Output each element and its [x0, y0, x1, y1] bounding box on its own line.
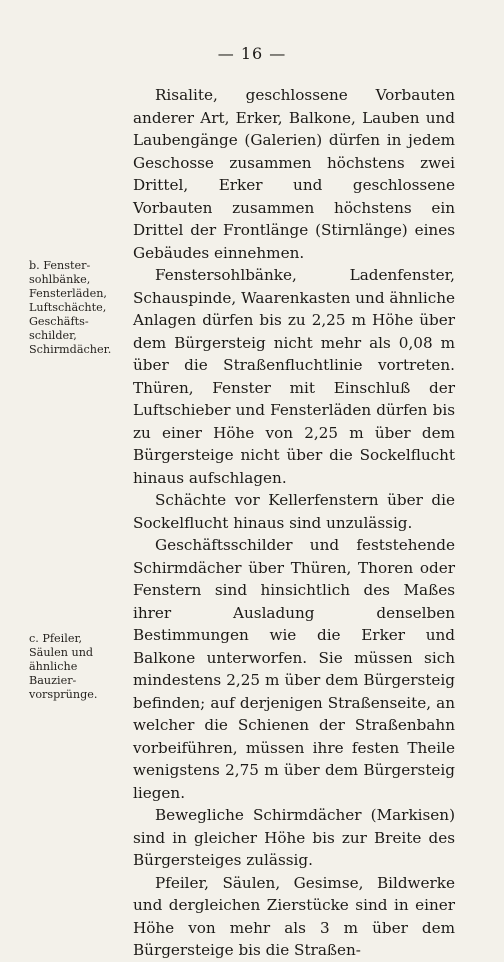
page-number: — 16 —	[217, 44, 287, 63]
margin-note-b-line-1: sohlbänke,	[29, 273, 91, 286]
paragraph-2: Fenstersohlbänke, Ladenfenster, Schauspinde, Waarenkasten und ähnliche Anlagen dürfen bis zu 2,25 m Höhe über dem Bürgersteig nicht mehr als 0,08 m über die Straßenfluchtlinie vortreten. Thüren, Fenster mit Einschluß der Luftschieber und Fensterläden dürfen bis zu einer Höhe von 2,25 m über dem Bürgersteige nicht über die Sockelflucht hinaus aufschlagen.	[133, 266, 455, 487]
margin-note-c-line-3: Bauzier-	[29, 674, 77, 687]
margin-note-c-line-0: c. Pfeiler,	[29, 632, 83, 645]
paragraph-3: Schächte vor Kellerfenstern über die Sockelflucht hinaus sind unzulässig.	[133, 491, 455, 532]
paragraph-4: Geschäftsschilder und feststehende Schirmdächer über Thüren, Thoren oder Fenstern sind hinsichtlich des Maßes ihrer Ausladung denselben Bestimmungen wie die Erker und Balkone unterworfen. Sie müssen sich mindestens 2,25 m über dem Bürgersteig befinden; auf derjenigen Straßenseite, an welcher die Schienen der Straßenbahn vorbeiführen, müssen ihre festen Theile wenigstens 2,75 m über dem Bürgersteig liegen.	[133, 536, 455, 802]
margin-note-b-line-6: Schirmdächer.	[29, 343, 112, 356]
margin-note-c-line-2: ähnliche	[29, 660, 78, 673]
margin-note-b-line-2: Fensterläden,	[29, 287, 107, 300]
margin-note-b-line-0: b. Fenster-	[29, 259, 91, 272]
margin-note-c	[29, 632, 127, 702]
margin-note-c-line-4: vorsprünge.	[29, 688, 98, 701]
margin-note-b-line-4: Geschäfts-	[29, 315, 89, 328]
paragraph-5: Bewegliche Schirmdächer (Markisen) sind in gleicher Höhe bis zur Breite des Bürgersteiges zulässig.	[133, 806, 455, 869]
margin-note-b-line-5: schilder,	[29, 329, 77, 342]
main-text	[133, 84, 455, 962]
margin-note-b-line-3: Luftschächte,	[29, 301, 107, 314]
paragraph-6: Pfeiler, Säulen, Gesimse, Bildwerke und dergleichen Zierstücke sind in einer Höhe von mehr als 3 m über dem Bürgersteige bis die Straßen-	[133, 873, 455, 959]
paragraph-1: Risalite, geschlossene Vorbauten anderer Art, Erker, Balkone, Lauben und Laubengänge (Galerien) dürfen in jedem Geschosse zusammen höchstens zwei Drittel, Erker und geschlossene Vorbauten zusammen höchstens ein Drittel der Frontlänge (Stirnlänge) eines Gebäudes einnehmen.	[133, 86, 455, 262]
margin-note-c-line-1: Säulen und	[29, 646, 94, 659]
margin-note-b	[29, 259, 127, 357]
